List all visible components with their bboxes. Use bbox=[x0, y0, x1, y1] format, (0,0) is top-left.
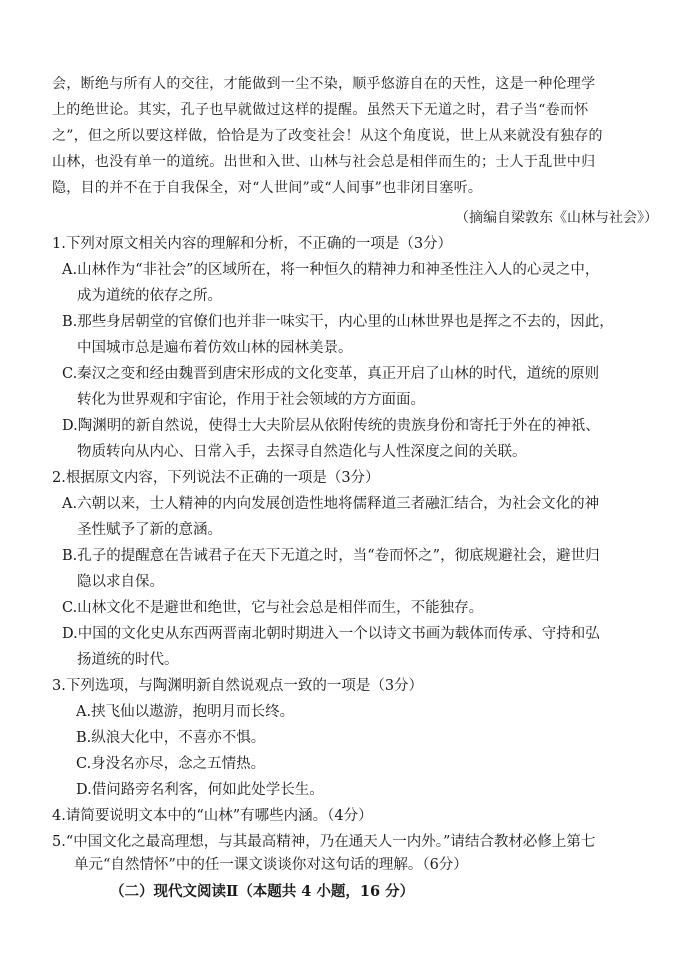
question-1-option-d-cont: 物质转向从内心、日常入手，去探寻自然造化与人性深度之间的关联。 bbox=[77, 444, 527, 460]
question-3-option-d: D.借问路旁名利客，何如此处学长生。 bbox=[76, 782, 324, 798]
question-2-option-c: C.山林文化不是避世和绝世，它与社会总是相伴而生，不能独存。 bbox=[62, 600, 484, 616]
question-1-option-a: A.山林作为“非社会”的区域所在，将一种恒久的精神力和神圣性注入人的心灵之中， bbox=[62, 262, 600, 278]
question-2-stem: 2.根据原文内容，下列说法不正确的一项是（3分） bbox=[52, 470, 380, 486]
question-1-option-c-cont: 转化为世界观和宇宙论，作用于社会领域的方方面面。 bbox=[77, 392, 425, 408]
question-2-option-b-cont: 隐以求自保。 bbox=[77, 574, 164, 590]
question-1-option-c: C.秦汉之变和经由魏晋到唐宋形成的文化变革，真正开启了山林的时代，道统的原则 bbox=[62, 366, 600, 382]
question-1-option-a-cont: 成为道统的依存之所。 bbox=[77, 288, 222, 304]
question-1-option-b-cont: 中国城市总是遍布着仿效山林的园林美景。 bbox=[77, 340, 353, 356]
passage-source: （摘编自梁敦东《山林与社会》） bbox=[455, 210, 658, 226]
question-2-option-d: D.中国的文化史从东西两晋南北朝时期进入一个以诗文书画为载体而传承、守持和弘 bbox=[62, 626, 600, 642]
passage-line-1: 会，断绝与所有人的交往，才能做到一尘不染，顺乎悠游自在的天性，这是一种伦理学 bbox=[52, 76, 596, 92]
passage-line-2: 上的绝世论。其实，孔子也早就做过这样的提醒。虽然天下无道之时，君子当“卷而怀 bbox=[52, 102, 589, 118]
question-2-option-b: B.孔子的提醒意在告诫君子在天下无道之时，当“卷而怀之”，彻底规避社会，避世归 bbox=[62, 548, 600, 564]
passage-line-4: 山林，也没有单一的道统。出世和入世、山林与社会总是相伴而生的；士人于乱世中归 bbox=[52, 154, 596, 170]
question-1-stem: 1.下列对原文相关内容的理解和分析，不正确的一项是（3分） bbox=[52, 236, 453, 252]
question-1-option-d: D.陶渊明的新自然说，使得士大夫阶层从依附传统的贵族身份和寄托于外在的神祇、 bbox=[62, 418, 600, 434]
question-3-option-a: A.挟飞仙以遨游，抱明月而长终。 bbox=[76, 704, 295, 720]
question-3-option-b: B.纵浪大化中，不喜亦不惧。 bbox=[76, 730, 266, 746]
passage-line-3: 之”，但之所以要这样做，恰恰是为了改变社会！从这个角度说，世上从来就没有独存的 bbox=[52, 128, 603, 144]
question-1-option-b: B.那些身居朝堂的官僚们也并非一味实干，内心里的山林世界也是挥之不去的，因此， bbox=[62, 314, 614, 330]
question-3-stem: 3.下列选项，与陶渊明新自然说观点一致的一项是（3分） bbox=[52, 678, 424, 694]
question-5-stem: 5.“中国文化之最高理想，与其最高精神，乃在通天人一内外。”请结合教材必修上第七 bbox=[52, 834, 596, 850]
question-5-stem-cont: 单元“自然情怀”中的任一课文谈谈你对这句话的理解。（6分） bbox=[74, 857, 468, 873]
question-2-option-a: A.六朝以来，士人精神的内向发展创造性地将儒释道三者融汇结合，为社会文化的神 bbox=[62, 496, 600, 512]
question-4-stem: 4.请简要说明文本中的“山林”有哪些内涵。（4分） bbox=[52, 808, 373, 824]
question-3-option-c: C.身没名亦尽，念之五情热。 bbox=[76, 756, 266, 772]
question-2-option-a-cont: 圣性赋予了新的意涵。 bbox=[77, 522, 222, 538]
section-heading: （二）现代文阅读Ⅱ（本题共 4 小题，16 分） bbox=[110, 883, 415, 900]
passage-line-5: 隐，目的并不在于自我保全，对“人世间”或“人间事”也非闭目塞听。 bbox=[52, 180, 483, 196]
question-2-option-d-cont: 扬道统的时代。 bbox=[77, 652, 179, 668]
